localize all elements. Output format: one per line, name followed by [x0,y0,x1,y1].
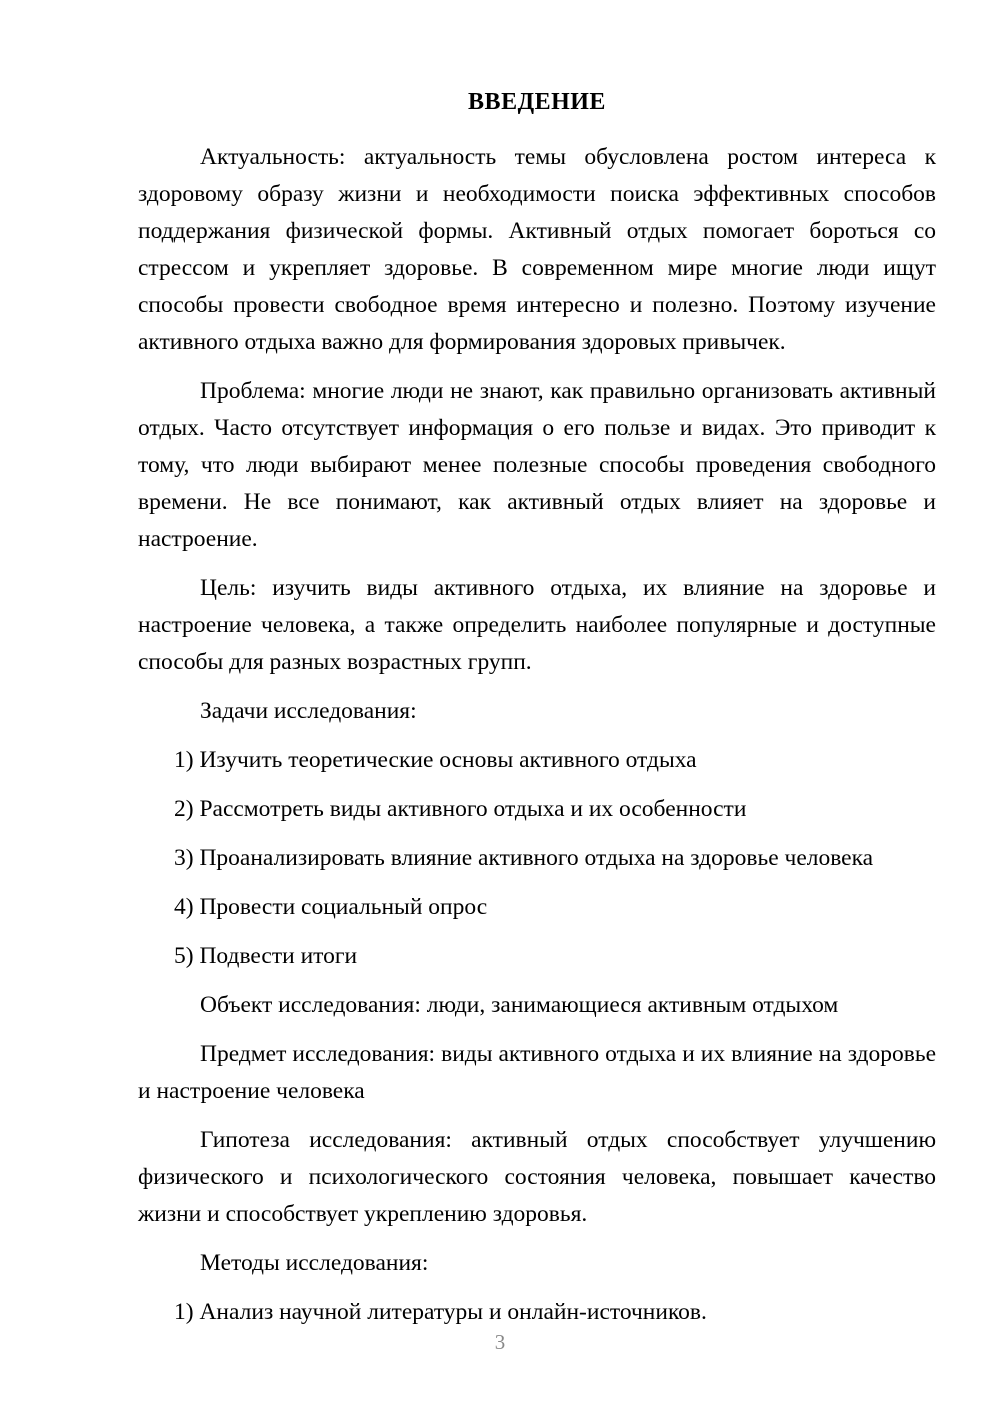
page-title: ВВЕДЕНИЕ [468,89,606,115]
list-item: 1) Анализ научной литературы и онлайн-источников. [174,1298,707,1325]
paragraph-problem: Проблема: многие люди не знают, как правильно организовать активный отдых. Часто отсутствует информация о его пользе и видах. Это приводит к тому, что люди выбирают менее полезные способы проведения свободного времени. Не все понимают, как активный отдых влияет на здоровье и настроение. [138,377,936,552]
paragraph-subject: Предмет исследования: виды активного отдыха и их влияние на здоровье и настроение человека [138,1040,936,1104]
tasks-heading: Задачи исследования: [200,697,417,724]
list-item: 1) Изучить теоретические основы активного отдыха [174,746,697,773]
methods-heading: Методы исследования: [200,1249,429,1276]
tasks-list [138,742,936,975]
document-body [138,88,936,1343]
list-item: 3) Проанализировать влияние активного отдыха на здоровье человека [174,844,874,871]
page-number: 3 [494,1330,506,1354]
methods-list [138,1294,936,1331]
paragraph-relevance: Актуальность: актуальность темы обусловлена ростом интереса к здоровому образу жизни и необходимости поиска эффективных способов поддержания физической формы. Активный отдых помогает бороться со стрессом и укрепляет здоровье. В современном мире многие люди ищут способы провести свободное время интересно и полезно. Поэтому изучение активного отдыха важно для формирования здоровых привычек. [138,143,936,355]
paragraph-hypothesis: Гипотеза исследования: активный отдых способствует улучшению физического и психологического состояния человека, повышает качество жизни и способствует укреплению здоровья. [138,1126,936,1227]
paragraph-object: Объект исследования: люди, занимающиеся активным отдыхом [200,991,839,1018]
list-item: 4) Провести социальный опрос [174,893,488,920]
list-item: 5) Подвести итоги [174,942,358,969]
list-item: 2) Рассмотреть виды активного отдыха и их особенности [174,795,747,822]
paragraph-goal: Цель: изучить виды активного отдыха, их влияние на здоровье и настроение человека, а также определить наиболее популярные и доступные способы для разных возрастных групп. [138,574,936,675]
